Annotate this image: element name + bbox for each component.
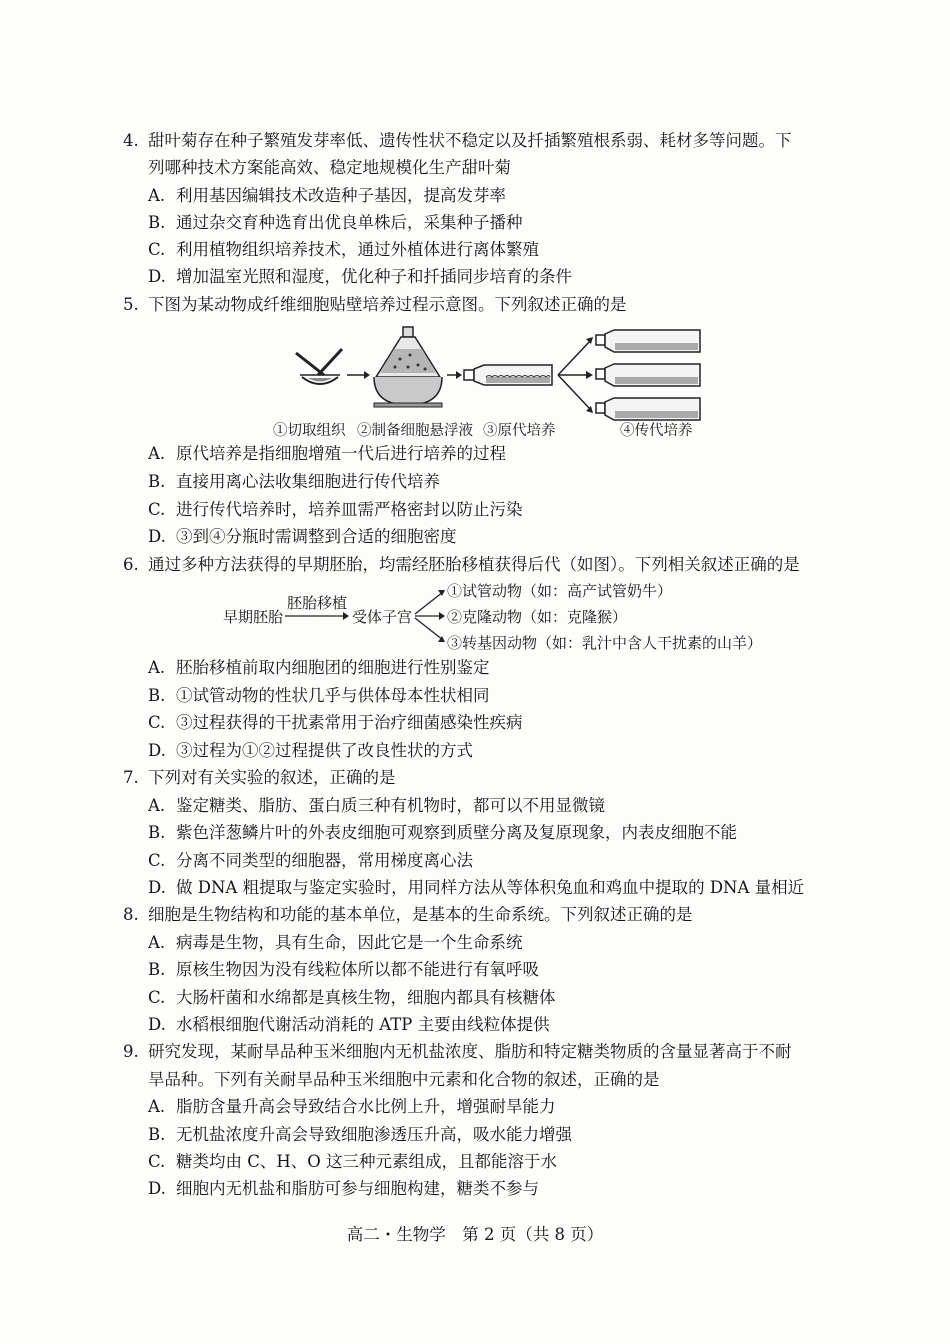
option-text: 胚胎移植前取内细胞团的细胞进行性别鉴定 (176, 658, 490, 677)
option-text: 做 DNA 粗提取与鉴定实验时，用同样方法从等体积兔血和鸡血中提取的 DNA 量相近 (176, 878, 805, 897)
question-stem-line: 通过多种方法获得的早期胚胎，均需经胚胎移植获得后代（如图）。下列相关叙述正确的是 (148, 555, 800, 574)
option-d (148, 527, 457, 547)
option-text: 细胞内无机盐和脂肪可参与细胞构建，糖类不参与 (176, 1179, 539, 1198)
option-a (148, 796, 605, 816)
option-text: 直接用离心法收集细胞进行传代培养 (176, 472, 440, 491)
option-label: B. (148, 472, 166, 491)
option-c (148, 500, 523, 520)
option-text: 无机盐浓度升高会导致细胞渗透压升高，吸水能力增强 (176, 1125, 572, 1144)
option-c (148, 851, 473, 871)
question-number: 9. (123, 1042, 139, 1061)
option-a (148, 186, 506, 206)
option-text: 水稻根细胞代谢活动消耗的 ATP 主要由线粒体提供 (176, 1015, 550, 1034)
option-d (148, 1015, 550, 1035)
primary-culture-flask-icon (464, 365, 552, 385)
option-label: D. (148, 878, 166, 897)
option-c (148, 1152, 557, 1172)
option-a (148, 1097, 556, 1117)
option-d (148, 1179, 539, 1199)
option-label: C. (148, 713, 166, 732)
question-stem-line: 研究发现，某耐旱品种玉米细胞内无机盐浓度、脂肪和特定糖类物质的含量显著高于不耐 (148, 1042, 792, 1061)
option-b (148, 1125, 572, 1145)
option-label: D. (148, 1015, 166, 1034)
figure-caption: ①切取组织 (273, 423, 346, 439)
early-embryo-label: 早期胚胎 (223, 608, 284, 626)
question-stem-line: 下列对有关实验的叙述，正确的是 (148, 768, 396, 787)
option-label: C. (148, 500, 166, 519)
option-text: 分离不同类型的细胞器，常用梯度离心法 (176, 851, 473, 870)
option-label: B. (148, 213, 166, 232)
option-text: 进行传代培养时，培养皿需严格密封以防止污染 (176, 500, 523, 519)
option-label: A. (148, 1097, 166, 1116)
branch-2-label: ②克隆动物（如：克隆猴） (447, 608, 628, 626)
question-stem-line: 甜叶菊存在种子繁殖发芽率低、遗传性状不稳定以及扦插繁殖根系弱、耗材多等问题。下 (148, 131, 792, 150)
subculture-flasks-icon (596, 330, 700, 420)
option-c (148, 988, 556, 1008)
option-label: C. (148, 240, 166, 259)
option-text: 脂肪含量升高会导致结合水比例上升，增强耐旱能力 (176, 1097, 556, 1116)
option-b (148, 472, 440, 492)
question-number: 7. (123, 768, 139, 787)
option-text: 增加温室光照和湿度，优化种子和扦插同步培育的条件 (176, 267, 572, 286)
figure-caption: ④传代培养 (620, 423, 693, 439)
recipient-uterus-label: 受体子宫 (352, 608, 413, 626)
option-label: B. (148, 823, 166, 842)
option-text: 原核生物因为没有线粒体所以都不能进行有氧呼吸 (176, 960, 539, 979)
option-text: 紫色洋葱鳞片叶的外表皮细胞可观察到质壁分离及复原现象，内表皮细胞不能 (176, 823, 737, 842)
question-stem-line: 旱品种。下列有关耐旱品种玉米细胞中元素和化合物的叙述，正确的是 (148, 1070, 660, 1089)
option-text: 大肠杆菌和水绵都是真核生物，细胞内都具有核糖体 (176, 988, 556, 1007)
option-text: 通过杂交育种选育出优良单株后，采集种子播种 (176, 213, 523, 232)
option-text: 原代培养是指细胞增殖一代后进行培养的过程 (176, 444, 506, 463)
question-number: 5. (123, 295, 139, 314)
question-stem-line: 下图为某动物成纤维细胞贴壁培养过程示意图。下列叙述正确的是 (148, 295, 627, 314)
option-label: D. (148, 1179, 166, 1198)
option-label: B. (148, 1125, 166, 1144)
branch-3-label: ③转基因动物（如：乳汁中含人干扰素的山羊） (447, 634, 763, 652)
question-stem-line: 细胞是生物结构和功能的基本单位，是基本的生命系统。下列叙述正确的是 (148, 905, 693, 924)
option-text: 鉴定糖类、脂肪、蛋白质三种有机物时，都可以不用显微镜 (176, 796, 605, 815)
option-b (148, 960, 539, 980)
question-number: 4. (123, 131, 139, 150)
option-d (148, 267, 572, 287)
branch-1-label: ①试管动物（如：高产试管奶牛） (447, 582, 673, 600)
option-b (148, 823, 737, 843)
option-label: D. (148, 741, 166, 760)
option-label: A. (148, 444, 166, 463)
option-label: C. (148, 1152, 166, 1171)
option-c (148, 713, 523, 733)
page-footer: 高二・生物学 第 2 页（共 8 页） (346, 1225, 604, 1244)
option-label: C. (148, 851, 166, 870)
option-a (148, 658, 490, 678)
option-b (148, 686, 490, 706)
cell-suspension-flask-icon (374, 327, 442, 407)
option-a (148, 933, 523, 953)
embryo-transfer-label: 胚胎移植 (287, 594, 348, 612)
option-text: 病毒是生物，具有生命，因此它是一个生命系统 (176, 933, 523, 952)
question-stem-line: 列哪种技术方案能高效、稳定地规模化生产甜叶菊 (148, 158, 511, 177)
option-text: ③过程获得的干扰素常用于治疗细菌感染性疾病 (176, 713, 523, 732)
question-number: 8. (123, 905, 139, 924)
option-text: ③过程为①②过程提供了改良性状的方式 (176, 741, 473, 760)
figure-caption: ③原代培养 (483, 423, 556, 439)
option-c (148, 240, 539, 260)
option-a (148, 444, 506, 464)
option-label: A. (148, 186, 166, 205)
option-text: ①试管动物的性状几乎与供体母本性状相同 (176, 686, 490, 705)
option-text: 利用基因编辑技术改造种子基因，提高发芽率 (176, 186, 506, 205)
option-label: A. (148, 658, 166, 677)
option-label: C. (148, 988, 166, 1007)
option-label: A. (148, 796, 166, 815)
option-text: 利用植物组织培养技术，通过外植体进行离体繁殖 (176, 240, 539, 259)
option-label: B. (148, 960, 166, 979)
question-number: 6. (123, 555, 139, 574)
option-text: ③到④分瓶时需调整到合适的细胞密度 (176, 527, 457, 546)
option-b (148, 213, 523, 233)
tissue-cutting-icon (296, 349, 342, 384)
embryo-transfer-diagram (215, 578, 815, 656)
option-text: 糖类均由 C、H、O 这三种元素组成，且都能溶于水 (176, 1152, 558, 1171)
option-d (148, 878, 804, 898)
option-d (148, 741, 473, 761)
figure-caption: ②制备细胞悬浮液 (357, 423, 473, 439)
option-label: A. (148, 933, 166, 952)
option-label: D. (148, 527, 166, 546)
diagram-arrows (215, 578, 815, 656)
option-label: D. (148, 267, 166, 286)
option-label: B. (148, 686, 166, 705)
